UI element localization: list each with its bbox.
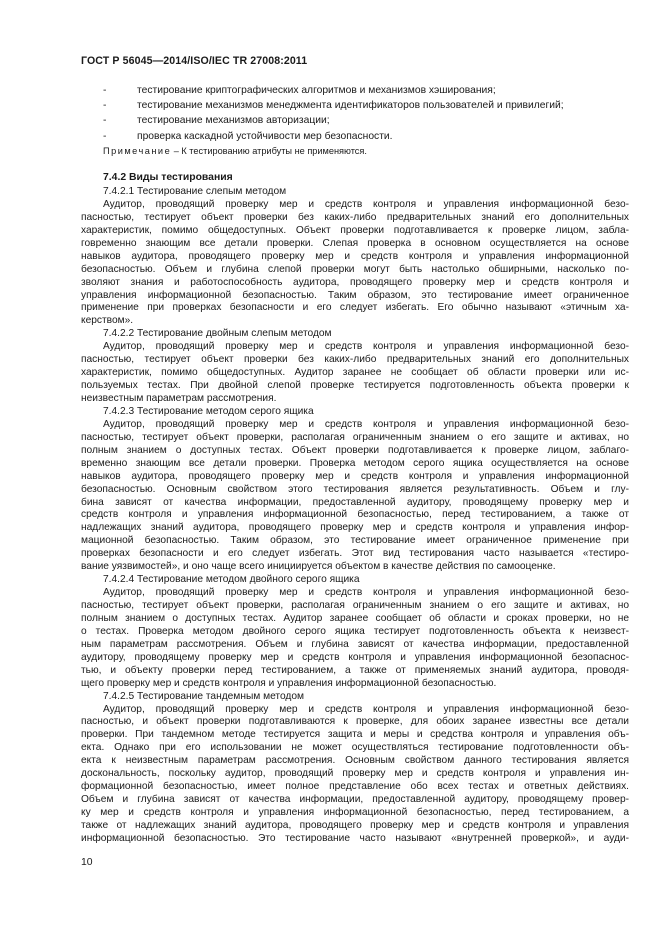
text-line: Объем и глубина зависят от качества информации, предоставленной аудитору, проводящему провер-: [81, 794, 629, 806]
text-line: навыков аудитора, проводящего проверку мер и средств контроля и управления информационной: [81, 470, 629, 482]
text-line: навыков аудитора, проводящего проверку мер и средств контроля и управления информационной: [81, 250, 629, 262]
bullet-item: [103, 129, 623, 144]
text-line: о тестах. Проверка методом двойного серого ящика тестирует подготовленность объекта к неизвест-: [81, 625, 629, 637]
text-line: тью, и объекту проверки перед тестированием, а также от применяемых знаний аудитора, проводя-: [81, 664, 629, 676]
text-line: екта к неизвестным параметрам рассмотрения. Основным свойством данного тестирования является: [81, 755, 629, 767]
bullet-text: тестирование криптографических алгоритмов и механизмов хэширования;: [137, 85, 496, 96]
text-line: Аудитор, проводящий проверку мер и средств контроля и управления информационной безо-: [103, 703, 629, 715]
subsection-heading: 7.4.2.1 Тестирование слепым методом: [103, 186, 287, 197]
text-line: пользуемых тестах. При двойной слепой проверке тестируется подготовленность объекта проверки к: [81, 380, 629, 392]
bullet-marker: -: [103, 85, 107, 96]
text-line: пасностью, тестирует объект проверки, располагая ограниченным знанием о его защите и активах, но: [81, 431, 629, 443]
text-line: пасностью, тестирует объект проверки без каких-либо предварительных знаний его дополнительных: [81, 211, 629, 223]
text-line: проверках безопасности и его следует избегать. Этот вид тестирования часто называется «тестиро-: [81, 548, 629, 560]
text-line: щего проверку мер и средств контроля и управления информационной безопасностью.: [81, 677, 497, 689]
text-line: Аудитор, проводящий проверку мер и средств контроля и управления информационной безо-: [103, 418, 629, 430]
text-line: безопасностью. Основным свойством этого тестирования является результативность. Объем и глу-: [81, 483, 629, 495]
section-title: 7.4.2 Виды тестирования: [103, 172, 233, 183]
bullet-item: [103, 83, 623, 98]
text-line: аудитору, проводящему проверку мер и средств контроля и управления информационной безопаснос-: [81, 651, 629, 663]
page-number: 10: [81, 857, 93, 868]
text-line: зволяют знания и работоспособность аудитора, проводящего проверку мер и средств контроля и: [81, 276, 629, 288]
bullet-list: [103, 83, 623, 144]
bullet-item: [103, 98, 623, 113]
text-line: ным параметрам рассмотрения. Объем и глубина зависят от качества информации, предоставленной: [81, 638, 629, 650]
body-text: [81, 186, 629, 846]
text-line: керством».: [81, 315, 134, 327]
text-line: характеристик, помимо общедоступных. Объект проверки подготавливается к проверке лицом, забла-: [81, 224, 629, 236]
text-line: надлежащих знаний аудитора, проводящего проверку мер и средств контроля и управления инфор-: [81, 522, 629, 534]
bullet-marker: -: [103, 100, 107, 112]
text-line: формационной безопасностью, имеет полное представление обо всех тестах и ответных действиях.: [81, 781, 629, 793]
text-line: характеристик, помимо общедоступных. Аудитор заранее не сообщает об области проверки или ис-: [81, 367, 629, 379]
text-line: безопасностью. Объем и глубина слепой проверки могут быть настолько обширными, насколько по-: [81, 263, 629, 275]
text-line: ку мер и средств контроля и управления информационной безопасностью, перед тестированием, а: [81, 807, 629, 818]
note: [103, 146, 367, 156]
text-line: Аудитор, проводящий проверку мер и средств контроля и управления информационной безо-: [103, 198, 629, 210]
document-header: ГОСТ Р 56045—2014/ISO/IEC TR 27008:2011: [81, 55, 308, 67]
bullet-text: тестирование механизмов менеджмента идентификаторов пользователей и привилегий;: [137, 100, 564, 112]
text-line: временно знающим все детали проверки. Проверка методом серого ящика осуществляется на основе: [81, 457, 629, 469]
text-line: полным знанием о доступных тестах. Аудитор заранее сообщает об области и сроках проверки, но не: [81, 612, 629, 624]
text-line: Аудитор, проводящий проверку мер и средств контроля и управления информационной безо-: [103, 341, 629, 353]
text-line: доскональность, поскольку аудитор, проводящий проверку мер и средств контроля и управления ин-: [81, 768, 629, 780]
text-line: бина зависят от качества информации, предоставленной аудитору, проводящему проверку мер и: [81, 496, 629, 508]
subsection-heading: 7.4.2.3 Тестирование методом серого ящика: [103, 405, 314, 417]
note-text: – К тестированию атрибуты не применяются.: [171, 146, 367, 156]
subsection-heading: 7.4.2.2 Тестирование двойным слепым методом: [103, 328, 332, 340]
text-line: Аудитор, проводящий проверку мер и средств контроля и управления информационной безо-: [103, 587, 629, 599]
bullet-marker: -: [103, 115, 107, 127]
bullet-text: проверка каскадной устойчивости мер безопасности.: [137, 130, 393, 142]
text-line: также от надлежащих знаний аудитора, проводящего проверку мер и средств контроля и управления: [81, 819, 629, 831]
text-line: пасностью, тестирует объект проверки, располагая ограниченным знанием о его защите и активах, но: [81, 600, 629, 611]
text-line: применение при проверках безопасности и его следует избегать. Его обычно называют «этичным ха-: [81, 302, 629, 314]
bullet-item: [103, 113, 623, 128]
text-line: екта. Однако при его использовании не может осуществляться тестирование подготовленности объ-: [81, 742, 629, 754]
text-line: пасностью, и объект проверки подготавливаются к проверке, для обоих заранее известны все детали: [81, 716, 629, 728]
text-line: пасностью, тестирует объект проверки без каких-либо предварительных знаний его дополнительных: [81, 354, 629, 366]
subsection-heading: 7.4.2.5 Тестирование тандемным методом: [103, 690, 305, 702]
text-line: средств контроля и управления информационной безопасностью, перед тестированием, а также от: [81, 509, 629, 521]
text-line: говременно знающим все детали проверки. Слепая проверка в основном осуществляется на основе: [81, 237, 629, 249]
text-line: информационной безопасностью. Это тестирование часто называют «внутренней проверкой», и ауди-: [81, 832, 629, 844]
text-line: проверки. При тандемном методе тестируется защита и меры и средства контроля и управления объ-: [81, 729, 629, 741]
text-line: управления информационной безопасностью. Таким образом, это тестирование имеет ограниченное: [81, 289, 629, 301]
text-line: вание уязвимостей», и оно чаще всего инициируется объектом в качестве действия по самооценке.: [81, 561, 556, 573]
bullet-text: тестирование механизмов авторизации;: [137, 115, 330, 127]
text-line: мационной безопасностью. Таким образом, это тестирование имеет ограниченное применение при: [81, 535, 629, 547]
subsection-heading: 7.4.2.4 Тестирование методом двойного серого ящика: [103, 574, 360, 586]
note-label: Примечание: [103, 146, 172, 156]
text-line: неизвестным параметрам рассмотрения.: [81, 393, 277, 404]
text-line: полным знанием о доступных тестах. Объект проверки подготавливается к проверке лицом, заблаго-: [81, 444, 629, 456]
bullet-marker: -: [103, 130, 107, 142]
